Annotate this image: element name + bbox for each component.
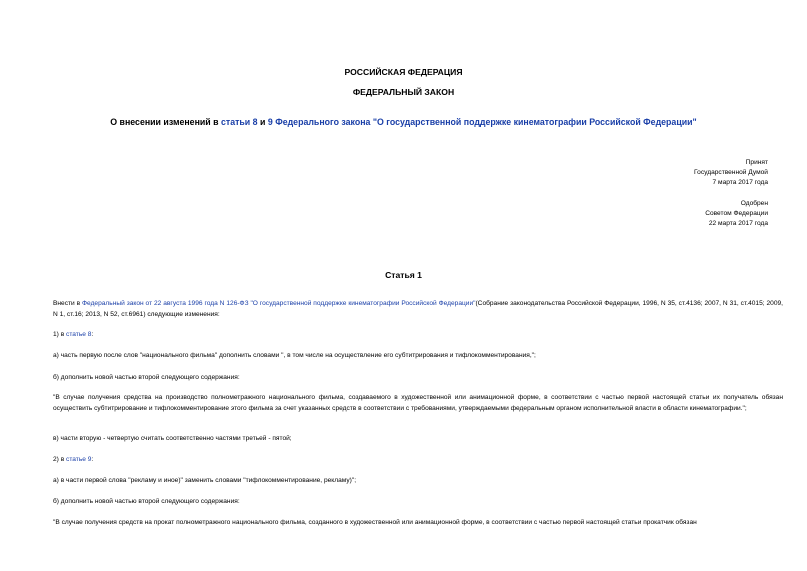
article-intro-paragraph xyxy=(39,299,783,320)
law-type-heading: ФЕДЕРАЛЬНЫЙ ЗАКОН xyxy=(352,87,455,97)
intro-law-link[interactable]: Федеральный закон от 22 августа 1996 года N 126-ФЗ "О государственной поддержке кинематографии Российской Федерации" xyxy=(82,300,476,307)
item-1-prefix: 1) в xyxy=(53,331,67,338)
item-1b: б) дополнить новой частью второй следующего содержания: xyxy=(53,374,240,381)
law-title-link-article-9[interactable]: 9 Федерального закона "О государственной поддержке кинематографии Российской Федерации" xyxy=(267,117,697,127)
law-title xyxy=(0,117,807,127)
item-2b-quote: "В случае получения средств на прокат полнометражного национального фильма, созданного в художественной или анимационной форме, в соответствии с частью первой настоящей статьи прокатчик обязан xyxy=(53,519,697,526)
item-1b-quote: "В случае получения средства на производство полнометражного национального фильма, создаваемого в художественной или анимационной форме, в соответствии с частью первой настоящей статьи их получатель обязан осуществить субтитрирование и тифлокомментирование этого фильма за счет указанных средств в соответствии с требованиями, утверждаемыми федеральным органом исполнительной власти в области кинематографии."; xyxy=(53,394,783,412)
item-1-suffix: : xyxy=(91,331,94,338)
intro-suffix: (Собрание законодательства Российской Федерации, 1996, N 35, ст.4136; 2007, N 31, ст.4015; 2009, N 1, ст.16; 2013, N 52, ст.6961) следующие изменения: xyxy=(53,300,784,318)
accepted-label: Принят xyxy=(745,159,768,166)
item-2b: б) дополнить новой частью второй следующего содержания: xyxy=(53,498,240,505)
item-2a: а) в части первой слова "рекламу и иное)" заменить словами "тифлокомментирование, рекламу)"; xyxy=(53,477,357,484)
item-1c: в) части вторую - четвертую считать соответственно частями третьей - пятой; xyxy=(53,435,292,442)
article-heading: Статья 1 xyxy=(385,270,422,280)
approved-label: Одобрен xyxy=(740,200,768,207)
approved-body: Советом Федерации xyxy=(705,210,768,217)
item-2-suffix: : xyxy=(91,456,94,463)
adoption-duma-block xyxy=(694,158,768,188)
item-2-prefix: 2) в xyxy=(53,456,67,463)
accepted-date: 7 марта 2017 года xyxy=(712,179,768,186)
federation-heading: РОССИЙСКАЯ ФЕДЕРАЦИЯ xyxy=(344,67,463,77)
intro-prefix: Внести в xyxy=(53,300,83,307)
item-2 xyxy=(39,455,783,466)
law-title-link-article-8[interactable]: статьи 8 xyxy=(221,117,258,127)
item-1-link-article-8[interactable]: статье 8 xyxy=(66,331,92,338)
approved-date: 22 марта 2017 года xyxy=(708,220,768,227)
item-1a: а) часть первую после слов "национального фильма" дополнить словами ", в том числе на осуществление его субтитрирования и тифлокомментирования,"; xyxy=(53,352,536,359)
law-title-text-1: О внесении изменений в xyxy=(110,117,221,127)
law-title-text-2: и xyxy=(257,117,268,127)
approval-council-block xyxy=(705,199,768,229)
item-1 xyxy=(39,330,783,341)
item-2-link-article-9[interactable]: статье 9 xyxy=(66,456,92,463)
accepted-body: Государственной Думой xyxy=(694,169,768,176)
